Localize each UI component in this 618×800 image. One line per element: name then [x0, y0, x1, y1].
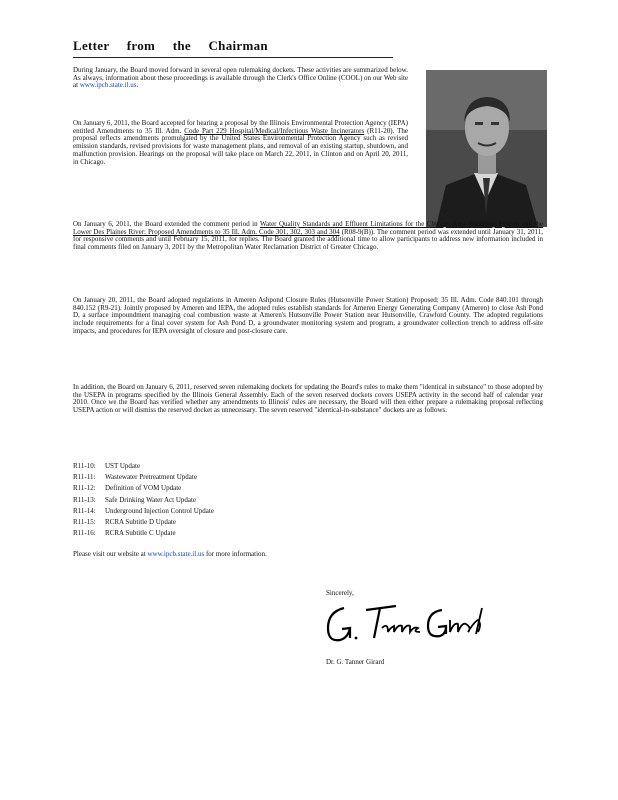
list-item: R11-13: Safe Drinking Water Act Update	[73, 495, 197, 504]
list-item: R11-11: Wastewater Pretreatment Update	[73, 473, 197, 482]
signature	[322, 598, 497, 648]
website-link[interactable]: www.ipcb.state.il.us	[79, 81, 137, 90]
paragraph-r9-21: On January 20, 2011, the Board adopted regulations in Ameren Ashpond Closure Rules (Hutsonville Power Station) Proposed: 35 Ill. Adm. Code 840.101 through 840.152 (R9-21). Jointly proposed by Ameren and IEPA, the adopted rules establish standards for Ameren Energy Generating Company (Ameren) to close Ash Pond D, a surface impoundment managing coal combustion waste at Ameren's Hutsonville Power Station near Hutsonville, Crawford County. The adopted regulations include requirements for a final cover system for Ash Pond D, a groundwater monitoring system and program, a groundwater collection trench to address off-site impacts, and procedures for IEPA oversight of closure and post-closure care.	[73, 296, 543, 335]
paragraph-r08-9b: On January 6, 2011, the Board extended the comment period in Water Quality Standards and Effluent Limitations for the Chicago Area Waterway System and the Lower Des Plaines River: Proposed Amendments to 35 Ill. Adm. Code 301, 302, 303 and 304 (R08-9(B)). The comment period was extended until January 31, 2011, for responsive comments and until February 15, 2011, for replies. The Board granted the additional time to allow participants to address new information included in final comments filed on January 3, 2011 by the Metropolitan Water Reclamation District of Greater Chicago.	[73, 220, 544, 252]
list-item: R11-15: RCRA Subtitle D Update	[73, 518, 176, 527]
list-item: R11-10: UST Update	[73, 462, 141, 470]
page-title: Letter from the Chairman	[73, 38, 268, 53]
docket-list	[73, 461, 214, 539]
website-link[interactable]: www.ipcb.state.il.us	[147, 550, 205, 558]
closing-line: Please visit our website at www.ipcb.state.il.us for more information.	[73, 550, 267, 558]
paragraph-reserved-dockets: In addition, the Board on January 6, 2011, reserved seven rulemaking dockets for updating the Board's rules to make them "identical in substance" to those adopted by the USEPA in programs specified by the Illinois General Assembly. Each of the seven reserved dockets covers USEPA activity in the second half of calendar year 2010. Once we the Board has verified whether any amendments to Illinois' rules are necessary, the Board will then either prepare a rulemaking proposal reflecting USEPA action or will dismiss the reserved docket as unnecessary. The seven reserved "identical-in-substance" dockets are as follows.	[73, 383, 543, 415]
title-underline	[73, 57, 393, 58]
docket-title-r08-9b: Water Quality Standards and Effluent Limitations for the Chicago Area Waterway System and the Lower Des Plaines River: Proposed Amendments to 35 Ill. Adm. Code 301, 302, 303 and 304	[73, 220, 544, 236]
sincerely: Sincerely,	[326, 589, 354, 597]
docket-title-r11-20: Code Part 229 Hospital/Medical/Infectious Waste Incinerators	[184, 126, 365, 135]
list-item: R11-16: RCRA Subtitle C Update	[73, 529, 176, 538]
paragraph-r11-20: On January 6, 2011, the Board accepted for hearing a proposal by the Illinois Environmental Protection Agency (IEPA) entitled Amendments to 35 Ill. Adm. Code Part 229 Hospital/Medical/Infectious Waste Incinerators (R11-20). The proposal reflects amendments promulgated by the United States Environmental Protection Agency such as revised emission standards, revised provisions for waste management plans, and removal of an existing startup, shutdown, and malfunction provision. Hearings on the proposal will take place on March 22, 2011, in Clinton and on April 20, 2011, in Chicago.	[73, 119, 409, 166]
paragraph-intro: During January, the Board moved forward in several open rulemaking dockets. These activities are summarized below. As always, information about these proceedings is available through the Clerk's Office Online (COOL) on our Web site at www.ipcb.state.il.us.	[73, 66, 408, 90]
list-item: R11-14: Underground Injection Control Update	[73, 506, 214, 515]
chairman-photo	[426, 70, 547, 227]
list-item: R11-12: Definition of VOM Update	[73, 484, 182, 493]
signer-name: Dr. G. Tanner Girard	[326, 658, 385, 666]
